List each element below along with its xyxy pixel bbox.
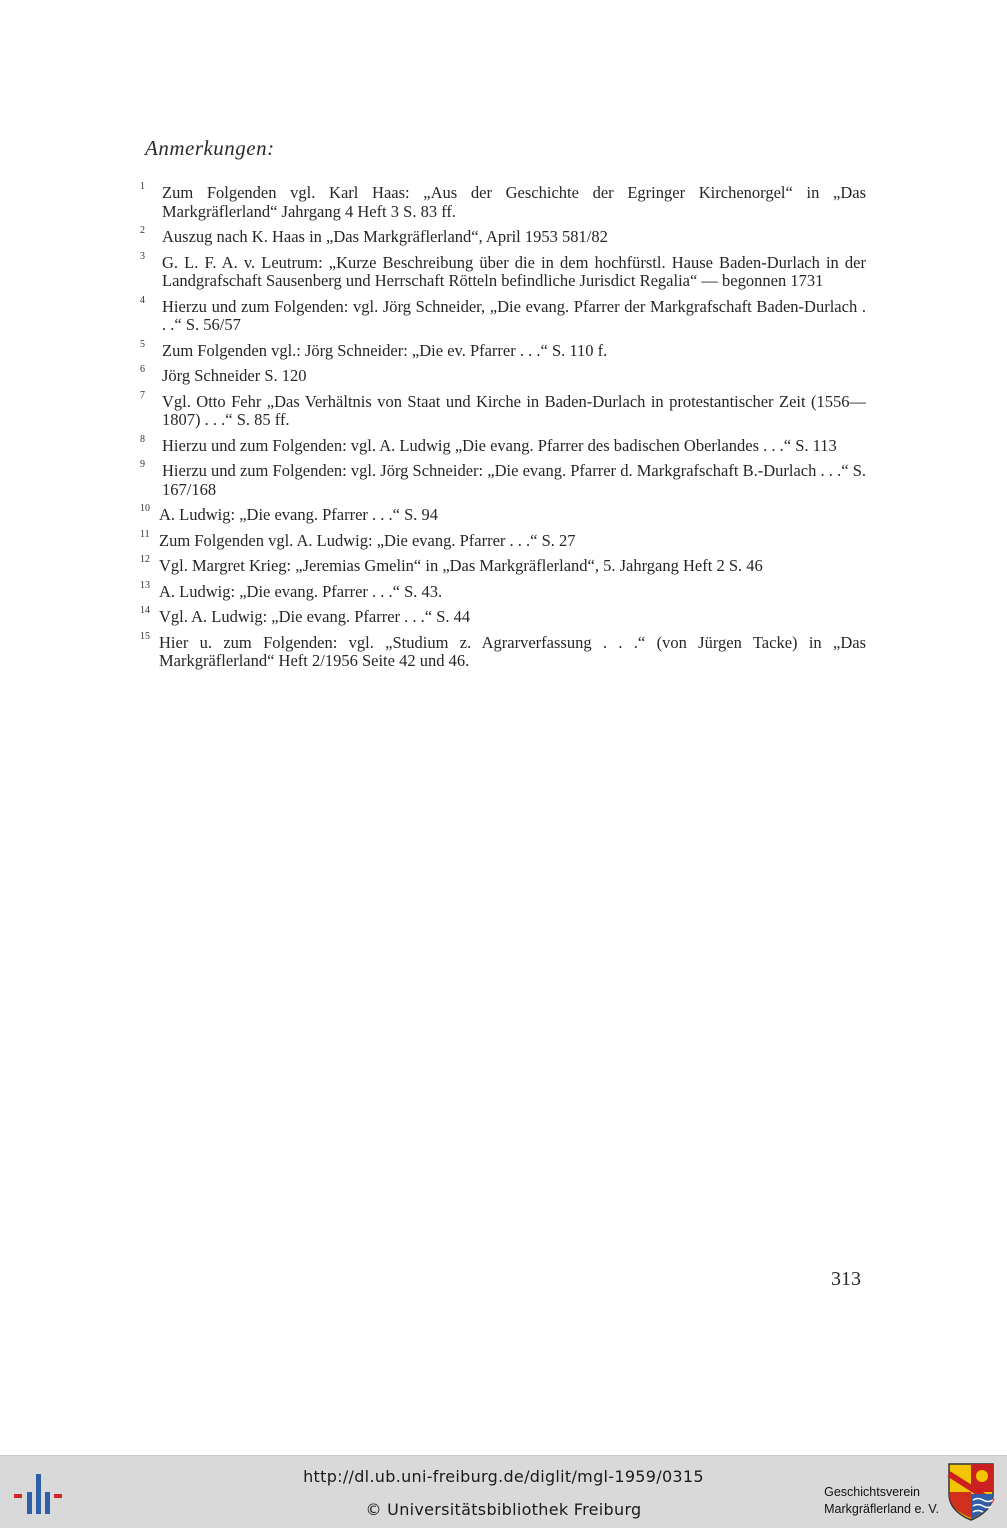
notes-heading: Anmerkungen: xyxy=(145,136,275,160)
footnote-text: A. Ludwig: „Die evang. Pfarrer . . .“ S. 94 xyxy=(159,505,439,524)
footnote-text: Vgl. A. Ludwig: „Die evang. Pfarrer . . .“ S. 44 xyxy=(159,607,471,626)
footnote xyxy=(140,503,866,525)
footnote-number: 6 xyxy=(140,364,145,375)
footnote xyxy=(140,433,866,456)
footnote-number: 9 xyxy=(140,459,145,470)
copyright-notice: © Universitätsbibliothek Freiburg xyxy=(365,1500,642,1519)
footnote xyxy=(140,579,866,602)
footnote-text: Hier u. zum Folgenden: vgl. „Studium z. Agrarverfassung . . .“ (von Jürgen Tacke) in „Das Markgräflerland“ Heft 2/1956 Seite 42 und 46. xyxy=(159,632,866,670)
footnote-number: 15 xyxy=(140,630,150,642)
footnotes-list xyxy=(140,181,866,678)
footnote xyxy=(140,554,866,576)
coat-of-arms-icon xyxy=(947,1462,995,1522)
footnote-number: 12 xyxy=(140,554,150,565)
footnote-text: A. Ludwig: „Die evang. Pfarrer . . .“ S. 43. xyxy=(159,581,443,601)
footnote-text: Vgl. Otto Fehr „Das Verhältnis von Staat und Kirche in Baden-Durlach in protestantischer Zeit (1556—1807) . . .“ S. 85 ff. xyxy=(162,391,866,429)
footnote xyxy=(140,389,866,430)
footnote-number: 7 xyxy=(140,389,145,401)
footnote xyxy=(140,605,866,627)
footnote xyxy=(140,294,866,335)
footnote-number: 14 xyxy=(140,605,150,616)
footnote xyxy=(140,630,866,671)
footnote xyxy=(140,459,866,499)
footnote xyxy=(140,250,866,291)
page-number: 313 xyxy=(831,1268,861,1290)
footnote-text: Zum Folgenden vgl.: Jörg Schneider: „Die ev. Pfarrer . . .“ S. 110 f. xyxy=(162,340,608,360)
permalink-url[interactable]: http://dl.ub.uni-freiburg.de/diglit/mgl-1959/0315 xyxy=(303,1467,704,1486)
footnote xyxy=(140,528,866,551)
footnote xyxy=(140,338,866,361)
footnote-text: Vgl. Margret Krieg: „Jeremias Gmelin“ in „Das Markgräflerland“, 5. Jahrgang Heft 2 S. 46 xyxy=(159,556,763,575)
footnote xyxy=(140,181,866,221)
footnote xyxy=(140,364,866,386)
footnote-text: Hierzu und zum Folgenden: vgl. A. Ludwig „Die evang. Pfarrer des badischen Oberlandes . . .“ S. 113 xyxy=(162,435,837,455)
footnote-number: 4 xyxy=(140,294,145,306)
footnote-number: 5 xyxy=(140,338,145,350)
society-name xyxy=(824,1484,939,1518)
footnote-text: Jörg Schneider S. 120 xyxy=(162,366,307,385)
society-name-line2: Markgräflerland e. V. xyxy=(824,1502,939,1516)
footnote-text: G. L. F. A. v. Leutrum: „Kurze Beschreibung über die in dem hochfürstl. Hause Baden-Durlach in der Landgrafschaft Sausenberg und Herrschaft Rötteln befindliche Jurisdict Regalia“ — begonnen 1731 xyxy=(162,252,866,290)
footnote-text: Auszug nach K. Haas in „Das Markgräflerland“, April 1953 581/82 xyxy=(162,227,608,246)
society-name-line1: Geschichtsverein xyxy=(824,1485,920,1499)
viewer-footer xyxy=(0,1455,1007,1528)
footnote-number: 10 xyxy=(140,503,150,514)
footnote-text: Hierzu und zum Folgenden: vgl. Jörg Schneider: „Die evang. Pfarrer d. Markgrafschaft B.-Durlach . . .“ S. 167/168 xyxy=(162,461,866,499)
footnote-text: Zum Folgenden vgl. A. Ludwig: „Die evang. Pfarrer . . .“ S. 27 xyxy=(159,530,576,550)
footnote-number: 13 xyxy=(140,579,150,591)
footnote-number: 1 xyxy=(140,181,145,192)
footnote-number: 11 xyxy=(140,528,150,540)
footnote-number: 3 xyxy=(140,250,145,262)
footnote-text: Zum Folgenden vgl. Karl Haas: „Aus der Geschichte der Egringer Kirchenorgel“ in „Das Markgräflerland“ Jahrgang 4 Heft 3 S. 83 ff. xyxy=(162,183,866,221)
footnote xyxy=(140,225,866,247)
footnote-text: Hierzu und zum Folgenden: vgl. Jörg Schneider, „Die evang. Pfarrer der Markgrafschaft Baden-Durlach . . .“ S. 56/57 xyxy=(162,296,866,334)
footnote-number: 8 xyxy=(140,433,145,445)
footnote-number: 2 xyxy=(140,225,145,236)
